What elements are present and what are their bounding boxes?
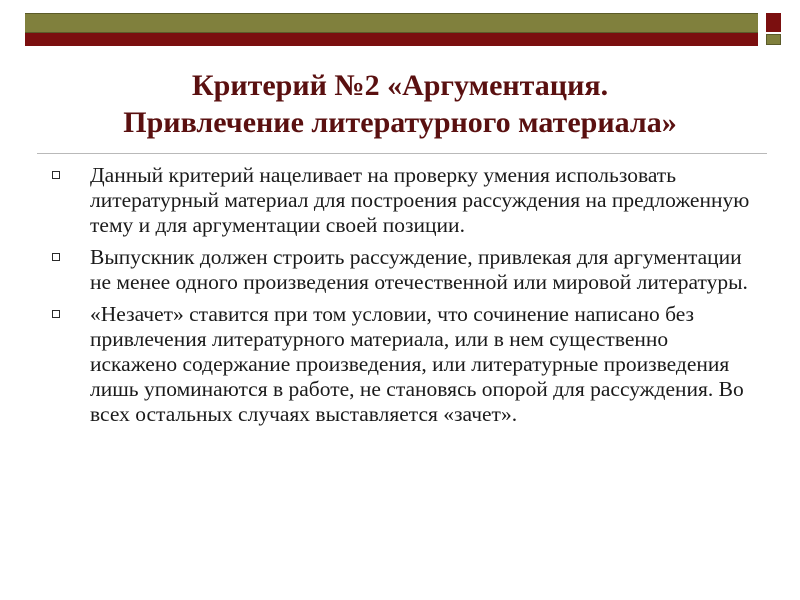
bullet-text: Выпускник должен строить рассуждение, привлекая для аргументации не менее одного произведения отечественной или мировой литературы. — [90, 245, 748, 294]
slide-title-line-2: Привлечение литературного материала» — [123, 106, 677, 139]
bullet-item — [50, 163, 760, 238]
header-bar-olive — [25, 13, 758, 33]
slide-title-line-1: Критерий №2 «Аргументация. — [191, 69, 609, 102]
bullet-text: Данный критерий нацеливает на проверку умения использовать литературный материал для построения рассуждения на предложенную тему и для аргументации своей позиции. — [90, 163, 750, 237]
bullet-item — [50, 302, 760, 427]
header-square-olive — [766, 34, 781, 45]
hollow-square-icon — [52, 171, 60, 179]
hollow-square-icon — [52, 310, 60, 318]
hollow-square-icon — [52, 253, 60, 261]
bullet-list — [50, 163, 760, 434]
header-bar-maroon — [25, 33, 758, 46]
slide-title — [40, 67, 760, 141]
bullet-item — [50, 245, 760, 295]
title-divider — [37, 153, 767, 154]
header-square-maroon — [766, 13, 781, 32]
bullet-text: «Незачет» ставится при том условии, что сочинение написано без привлечения литературного материала, или в нем существенно искажено содержание произведения, или литературные произведения лишь упоминаются в работе, не становясь опорой для рассуждения. Во всех остальных случаях выставляется «зачет». — [90, 302, 744, 426]
